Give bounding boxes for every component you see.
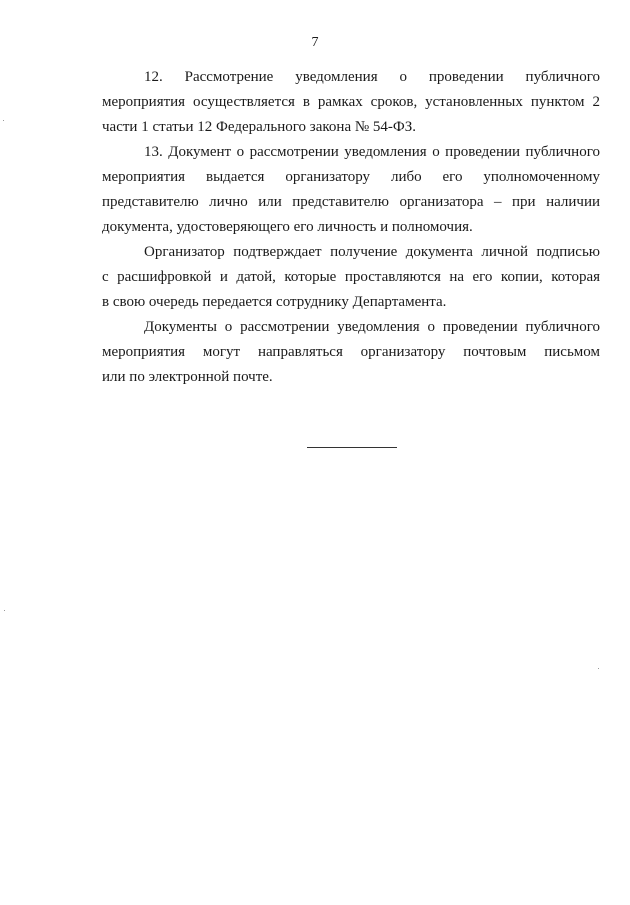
paragraph-line: Организатор подтверждает получение документа личной подписью	[144, 244, 600, 260]
scan-artifact	[3, 120, 4, 121]
scan-artifact	[4, 610, 5, 611]
paragraph-line: с расшифровкой и датой, которые проставляются на его копии, которая	[102, 269, 600, 285]
paragraph-line: части 1 статьи 12 Федерального закона № 54-ФЗ.	[102, 119, 417, 135]
paragraph-organizer-signature	[102, 240, 600, 315]
paragraph-13	[102, 140, 600, 240]
paragraph-delivery-methods	[102, 315, 600, 390]
paragraph-line: 13. Документ о рассмотрении уведомления о проведении публичного	[144, 144, 600, 160]
paragraph-line: мероприятия выдается организатору либо его уполномоченному	[102, 169, 600, 185]
paragraph-line: 12. Рассмотрение уведомления о проведении публичного	[144, 69, 600, 85]
paragraph-line: представителю лично или представителю организатора – при наличии	[102, 194, 600, 210]
document-end-rule	[307, 447, 397, 448]
scan-artifact	[598, 668, 599, 669]
paragraph-line: в свою очередь передается сотруднику Департамента.	[102, 294, 447, 310]
document-body	[102, 65, 600, 390]
paragraph-line: документа, удостоверяющего его личность и полномочия.	[102, 219, 473, 235]
paragraph-line: мероприятия осуществляется в рамках сроков, установленных пунктом 2	[102, 94, 600, 110]
paragraph-line: мероприятия могут направляться организатору почтовым письмом	[102, 344, 600, 360]
paragraph-line: или по электронной почте.	[102, 369, 273, 385]
paragraph-12	[102, 65, 600, 140]
page-number: 7	[311, 35, 319, 50]
paragraph-line: Документы о рассмотрении уведомления о проведении публичного	[144, 319, 600, 335]
